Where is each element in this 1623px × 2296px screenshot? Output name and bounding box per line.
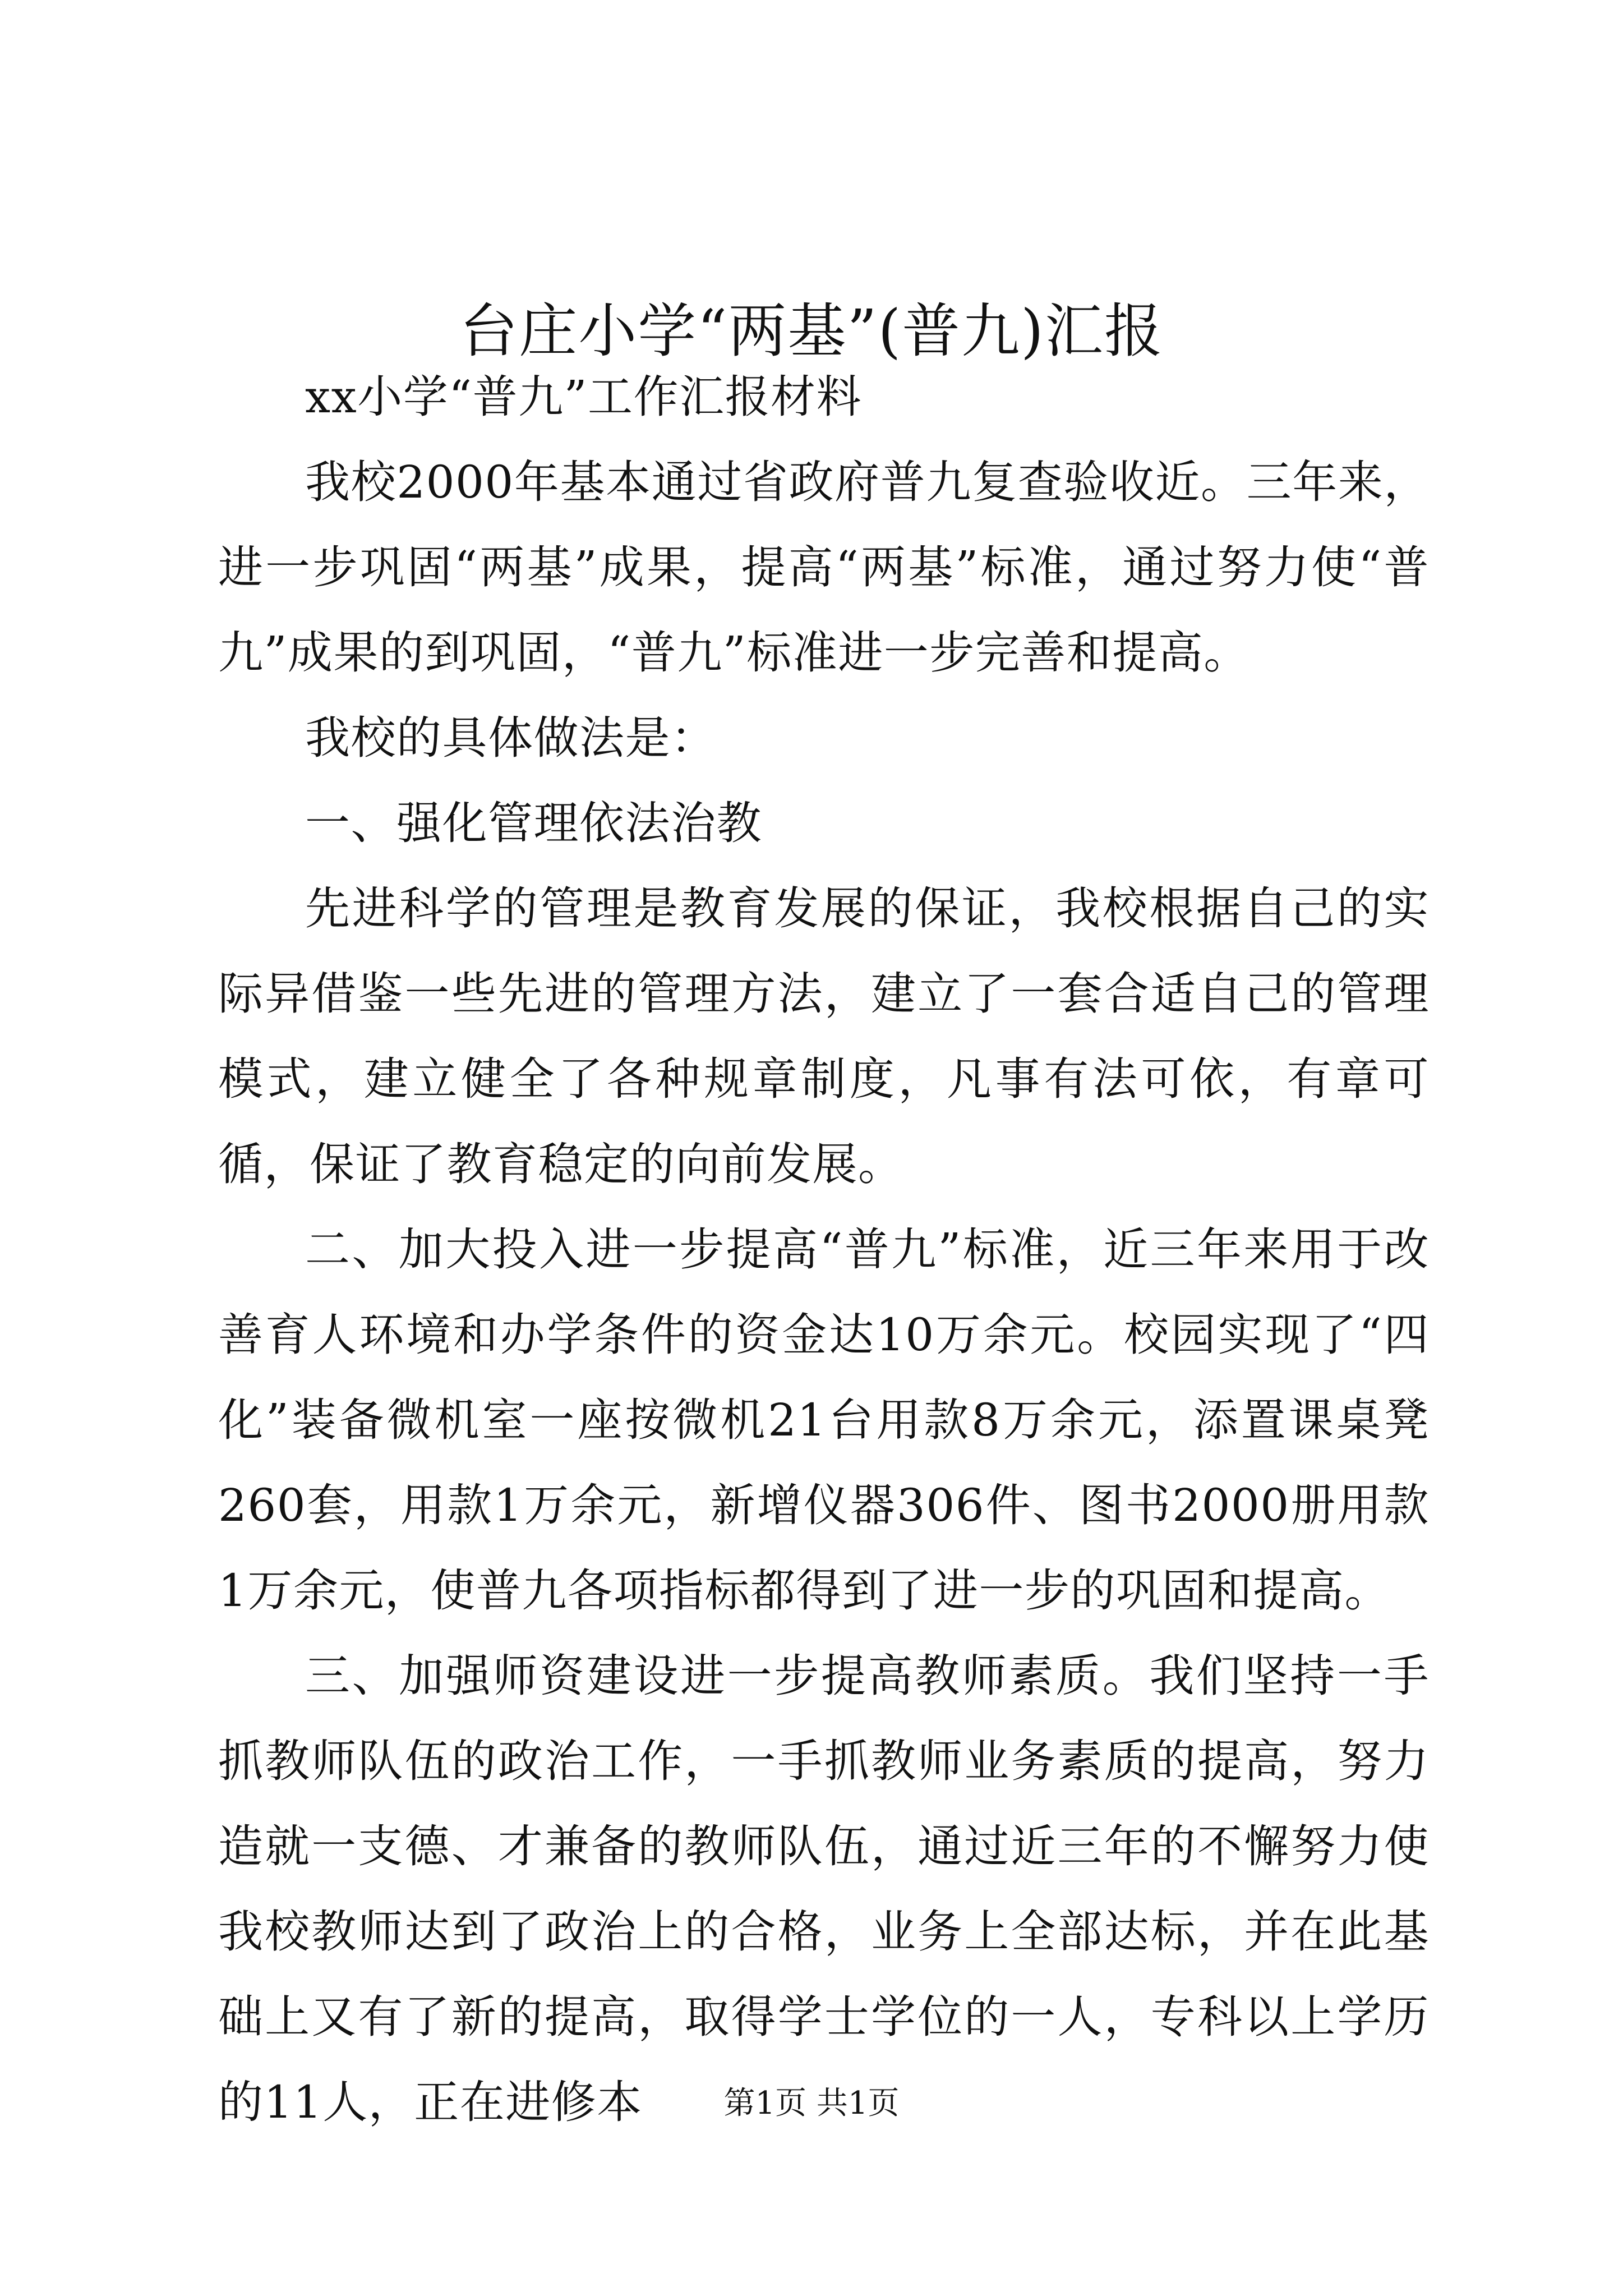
methods-heading-paragraph: 我校的具体做法是：	[305, 712, 717, 764]
page-footer: 第1页 共1页	[723, 2085, 900, 2122]
section-one-paragraph: 先进科学的管理是教育发展的保证，我校根据自己的实际异借鉴一些先进的管理方法，建立了一套合适自己的管理模式，建立健全了各种规章制度，凡事有法可依，有章可循，保证了教育稳定的向前发展。	[218, 882, 1430, 1190]
section-one-heading: 一、强化管理依法治教	[305, 797, 762, 849]
section-three-paragraph: 三、加强师资建设进一步提高教师素质。我们坚持一手抓教师队伍的政治工作，一手抓教师业务素质的提高，努力造就一支德、才兼备的教师队伍，通过近三年的不懈努力使我校教师达到了政治上的合格，业务上全部达标，并在此基础上又有了新的提高，取得学士学位的一人，专科以上学历的11人，正在进修本	[218, 1650, 1430, 2128]
section-two-paragraph: 二、加大投入进一步提高“普九”标准，近三年来用于改善育人环境和办学条件的资金达10万余元。校园实现了“四化”装备微机室一座按微机21台用款8万余元，添置课桌凳260套，用款1万余元，新增仪器306件、图书2000册用款1万余元，使普九各项指标都得到了进一步的巩固和提高。	[218, 1223, 1430, 1617]
intro-paragraph: 我校2000年基本通过省政府普九复查验收近。三年来，进一步巩固“两基”成果，提高“两基”标准，通过努力使“普九”成果的到巩固，“普九”标准进一步完善和提高。	[218, 456, 1430, 679]
document-body	[218, 355, 1430, 2145]
subtitle-paragraph: xx小学“普九”工作汇报材料	[305, 371, 863, 423]
document-title: 台庄小学“两基”(普九)汇报	[459, 297, 1164, 365]
